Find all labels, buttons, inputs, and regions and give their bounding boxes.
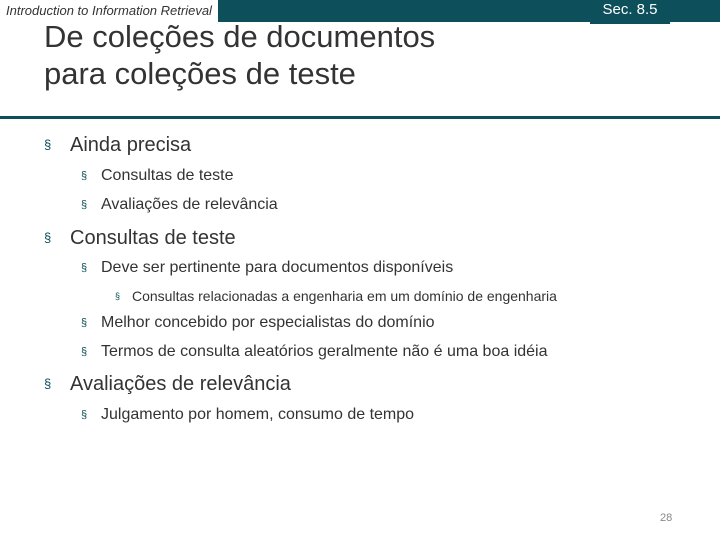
bullet-consultas-de-teste-sub: [81, 166, 234, 186]
bullet-julgamento: [81, 405, 415, 425]
slide-title-line-2: para coleções de teste: [44, 56, 356, 91]
bullet-marker-icon: §: [115, 291, 121, 301]
bullet-marker-icon: §: [81, 409, 88, 421]
section-label: Sec. 8.5: [590, 0, 670, 24]
bullet-especialistas: [81, 313, 435, 333]
bullet-marker-icon: §: [81, 199, 88, 211]
bullet-marker-icon: §: [44, 137, 52, 152]
bullet-consultas-de-teste: [44, 226, 236, 250]
slide-title-line-1: De coleções de documentos: [44, 19, 436, 54]
bullet-avaliacoes-de-relevancia: [44, 372, 291, 396]
bullet-text: Avaliações de relevância: [101, 196, 278, 213]
bullet-marker-icon: §: [81, 262, 88, 274]
bullet-marker-icon: §: [44, 230, 52, 245]
bullet-text: Consultas de teste: [70, 227, 236, 249]
bullet-text: Consultas de teste: [101, 167, 234, 184]
bullet-text: Melhor concebido por especialistas do domínio: [101, 314, 435, 331]
bullet-marker-icon: §: [81, 317, 88, 329]
bullet-text: Consultas relacionadas a engenharia em um domínio de engenharia: [132, 288, 557, 304]
bullet-engenharia: [115, 287, 557, 305]
bullet-ainda-precisa: [44, 133, 192, 157]
bullet-text: Termos de consulta aleatórios geralmente não é uma boa idéia: [101, 343, 548, 360]
bullet-text: Deve ser pertinente para documentos disponíveis: [101, 259, 454, 276]
bullet-text: Avaliações de relevância: [70, 373, 291, 395]
bullet-text: Ainda precisa: [70, 134, 192, 156]
bullet-marker-icon: §: [81, 170, 88, 182]
bullet-marker-icon: §: [81, 346, 88, 358]
bullet-avaliacoes-sub: [81, 195, 278, 215]
page-number: 28: [660, 512, 673, 524]
course-title: Introduction to Information Retrieval: [0, 0, 218, 22]
bullet-text: Julgamento por homem, consumo de tempo: [101, 406, 415, 423]
bullet-marker-icon: §: [44, 376, 52, 391]
bullet-termos-aleatorios: [81, 342, 548, 362]
bullet-pertinente: [81, 258, 454, 278]
